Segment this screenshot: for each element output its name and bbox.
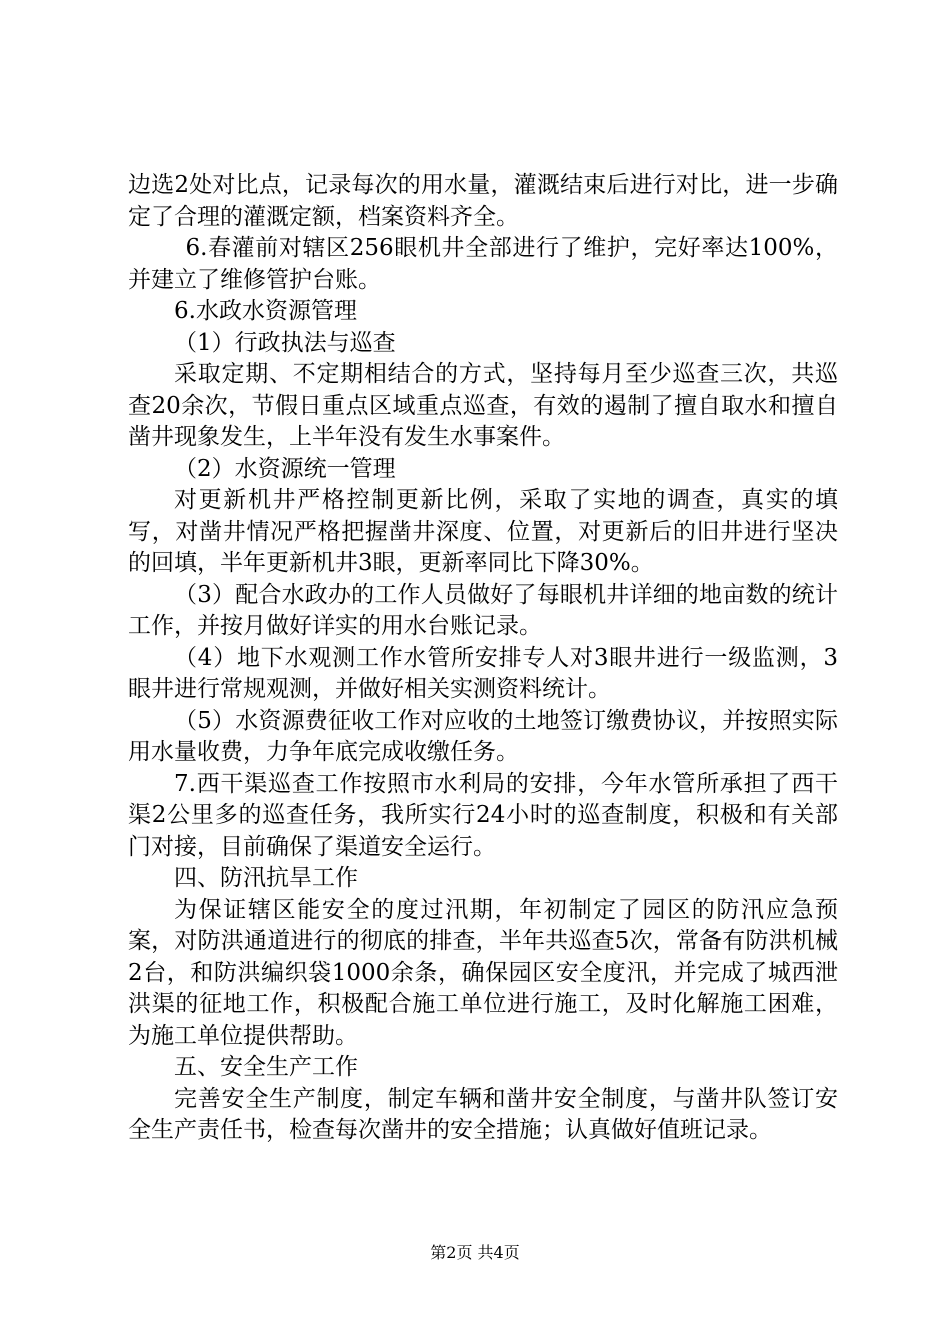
page-number-label: 第2页 共4页 — [430, 1243, 520, 1262]
subheading-enforcement-inspection: （1）行政执法与巡查 — [174, 329, 396, 356]
paragraph-safety: 完善安全生产制度，制定车辆和凿井安全制度，与凿井队签订安全生产责任书，检查每次凿井的安全措施；认真做好值班记录。 — [128, 1085, 838, 1143]
section-heading-safety: 五、安全生产工作 — [174, 1054, 358, 1080]
document-body — [128, 170, 838, 1147]
paragraph-inspection: 采取定期、不定期相结合的方式，坚持每月至少巡查三次，共巡查20余次，节假日重点区域重点巡查，有效的遏制了擅自取水和擅自凿井现象发生，上半年没有发生水事案件。 — [128, 361, 838, 450]
section-heading-water-administration: 6.水政水资源管理 — [174, 298, 357, 324]
paragraph-well-maintenance: 6.春灌前对辖区256眼机井全部进行了维护，完好率达100%，并建立了维修管护台账。 — [128, 235, 838, 293]
paragraph-canal-inspection: 7.西干渠巡查工作按照市水利局的安排，今年水管所承担了西干渠2公里多的巡查任务，我所实行24小时的巡查制度，积极和有关部门对接，目前确保了渠道安全运行。 — [128, 770, 838, 860]
page-footer — [0, 1243, 950, 1263]
paragraph-item-4: （4）地下水观测工作水管所安排专人对3眼井进行一级监测，3眼井进行常规观测，并做好相关实测资料统计。 — [128, 644, 838, 702]
paragraph-well-renewal: 对更新机井严格控制更新比例，采取了实地的调查，真实的填写，对凿井情况严格把握凿井深度、位置，对更新后的旧井进行坚决的回填，半年更新机井3眼，更新率同比下降30%。 — [128, 487, 838, 576]
section-heading-flood-control: 四、防汛抗旱工作 — [174, 865, 358, 891]
paragraph-item-3: （3）配合水政办的工作人员做好了每眼机井详细的地亩数的统计工作，并按月做好详实的用水台账记录。 — [128, 581, 838, 639]
paragraph-item-5: （5）水资源费征收工作对应收的土地签订缴费协议，并按照实际用水量收费，力争年底完成收缴任务。 — [128, 707, 838, 765]
paragraph-flood-control: 为保证辖区能安全的度过汛期，年初制定了园区的防汛应急预案，对防洪通道进行的彻底的排查，半年共巡查5次，常备有防洪机械2台，和防洪编织袋1000余条，确保园区安全度汛，并完成了城西泄洪渠的征地工作，积极配合施工单位进行施工，及时化解施工困难，为施工单位提供帮助。 — [128, 896, 838, 1049]
subheading-unified-management: （2）水资源统一管理 — [174, 455, 396, 482]
paragraph-continuation: 边选2处对比点，记录每次的用水量，灌溉结束后进行对比，进一步确定了合理的灌溉定额，档案资料齐全。 — [128, 172, 838, 230]
